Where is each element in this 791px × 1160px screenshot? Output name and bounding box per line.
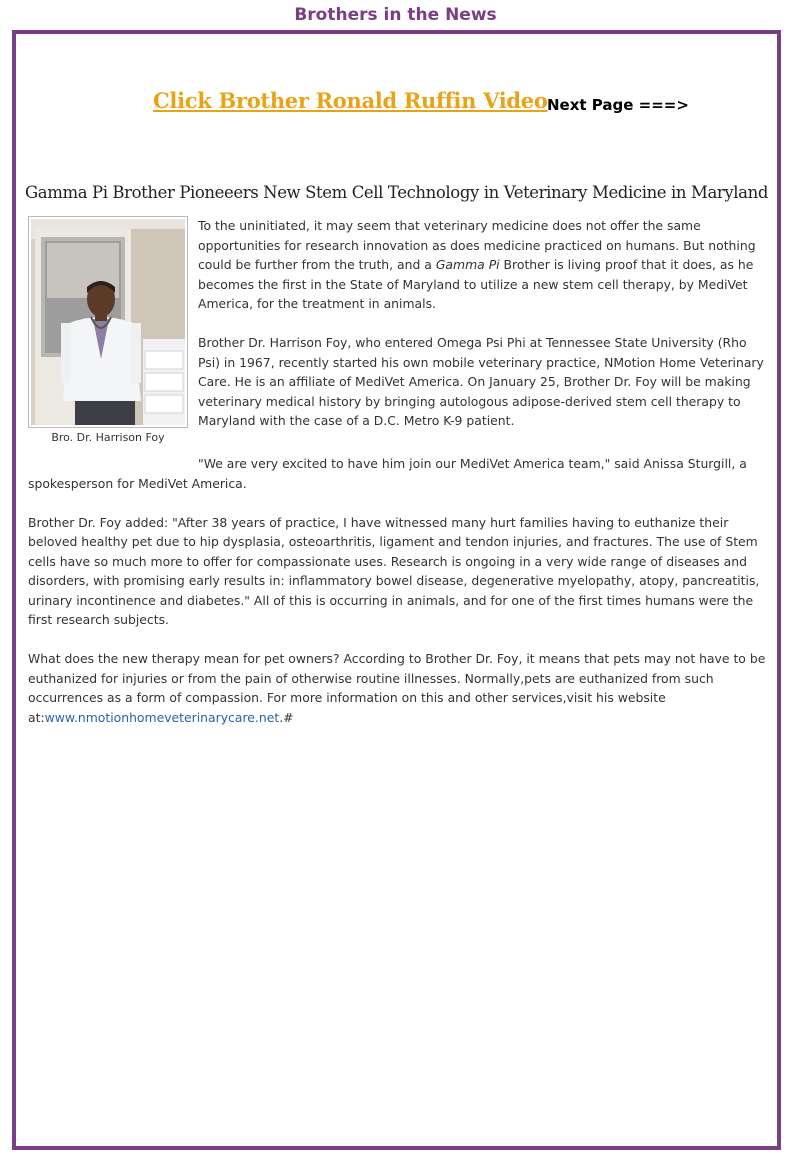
article-paragraph-2: Brother Dr. Harrison Foy, who entered Omega Psi Phi at Tennessee State University (Rho Psi) in 1967, recently started his own mobile veterinary practice, NMotion Home Veterinary Care. He is an affiliate of MediVet America. On January 25, Brother Dr. Foy will be making veterinary medical history by bringing autologous adipose-derived stem cell therapy to Maryland with the case of a D.C. Metro K-9 patient. bbox=[198, 335, 764, 428]
harrison-foy-photo bbox=[28, 216, 188, 428]
p5-text: What does the new therapy mean for pet owners? According to Brother Dr. Foy, it means that pets may not have to be euthanized for injuries or from the pain of otherwise routine illnesses. Normally,pets are euthanized from such occurrences as a form of compassion. For more information on this and other services,visit his website at: bbox=[28, 651, 766, 725]
photo-caption: Bro. Dr. Harrison Foy bbox=[51, 431, 165, 444]
p1-text-start: To the uninitiated, it may seem that veterinary medicine does not offer the same opportunities for research innovation as does medicine practiced on humans. But nothing could be further from the truth, and a bbox=[198, 218, 756, 272]
top-links-bar bbox=[16, 88, 777, 122]
article-paragraph-3 bbox=[28, 454, 770, 493]
content-frame bbox=[12, 30, 781, 1150]
next-page-link[interactable]: Next Page ===> bbox=[547, 96, 689, 114]
p1-text-end: Brother is living proof that it does, as he becomes the first in the State of Maryland to utilize a new stem cell therapy, by MediVet America, for the treatment in animals. bbox=[198, 257, 754, 311]
article-headline: Gamma Pi Brother Pioneeers New Stem Cell Technology in Veterinary Medicine in Maryland bbox=[25, 183, 768, 202]
p1-text-italic: Gamma Pi bbox=[435, 257, 500, 272]
p3-text: "We are very excited to have him join our MediVet America team," said Anissa Sturgill, a spokesperson for MediVet America. bbox=[28, 456, 747, 491]
p5-text-end: .# bbox=[279, 709, 294, 725]
ronald-ruffin-video-link[interactable]: Click Brother Ronald Ruffin Video bbox=[153, 88, 548, 113]
article-body bbox=[28, 216, 770, 747]
article-paragraph-4: Brother Dr. Foy added: "After 38 years of practice, I have witnessed many hurt families having to euthanize their beloved healthy pet due to hip dysplasia, osteoarthritis, ligament and tendon injuries, and fractures. The use of Stem cells have so much more to offer for compassionate uses. Research is ongoing in a very wide range of diseases and disorders, with promising early results in: inflammatory bowel disease, degenerative myelopathy, atopy, pancreatitis, urinary incontinence and diabetes." All of this is occurring in animals, and for one of the first times humans were the first research subjects. bbox=[28, 514, 760, 627]
page-title: Brothers in the News bbox=[294, 5, 497, 25]
article-paragraph-5 bbox=[28, 649, 770, 727]
photo-figure bbox=[28, 216, 188, 446]
vet-care-website-link[interactable]: www.nmotionhomeveterinarycare.net bbox=[44, 709, 280, 725]
